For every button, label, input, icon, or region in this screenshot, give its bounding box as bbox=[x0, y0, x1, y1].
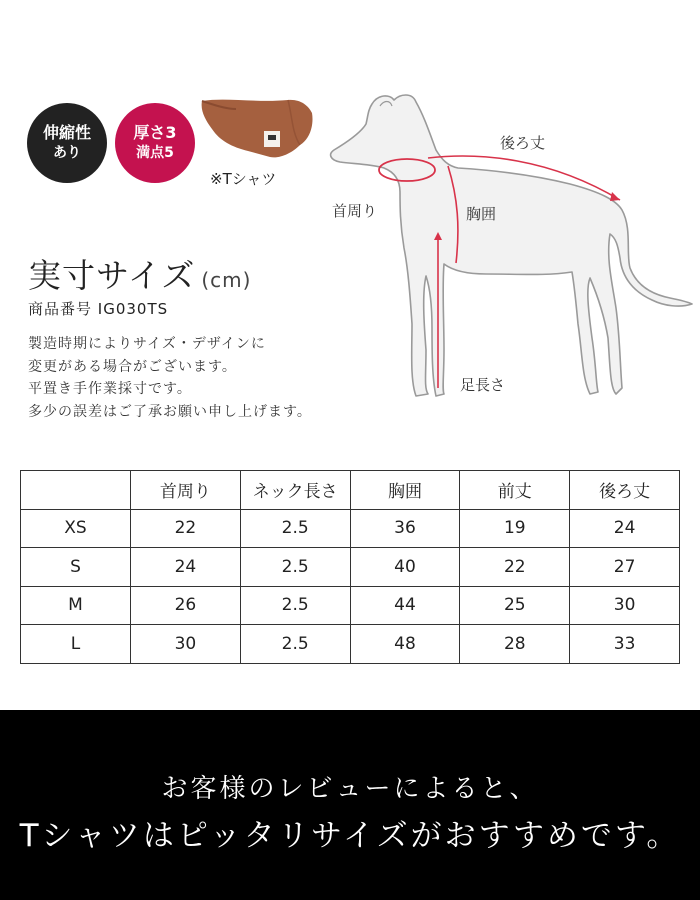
table-cell: 44 bbox=[350, 586, 460, 625]
table-cell: 22 bbox=[131, 509, 241, 548]
table-cell: 40 bbox=[350, 548, 460, 587]
table-cell: 27 bbox=[570, 548, 680, 587]
note-line: 変更がある場合がございます。 bbox=[28, 358, 237, 375]
table-header-cell: 後ろ丈 bbox=[570, 471, 680, 510]
table-cell: 25 bbox=[460, 586, 570, 625]
table-cell: L bbox=[21, 625, 131, 664]
table-row bbox=[21, 586, 680, 625]
banner-line2: Tシャツはピッタリサイズがおすすめです。 bbox=[19, 818, 681, 854]
table-cell: M bbox=[21, 586, 131, 625]
size-table bbox=[20, 470, 680, 664]
page-title-text: 実寸サイズ bbox=[28, 256, 196, 295]
tshirt-caption: ※Tシャツ bbox=[210, 170, 277, 188]
table-cell: 33 bbox=[570, 625, 680, 664]
table-header-row bbox=[21, 471, 680, 510]
thickness-badge-line2: 満点5 bbox=[136, 145, 174, 161]
stretch-badge-line2: あり bbox=[53, 145, 81, 161]
thickness-badge-line1: 厚さ3 bbox=[133, 123, 177, 142]
table-cell: 2.5 bbox=[240, 625, 350, 664]
table-cell: XS bbox=[21, 509, 131, 548]
table-cell: 2.5 bbox=[240, 586, 350, 625]
title-unit: (cm) bbox=[201, 268, 252, 292]
table-cell: 2.5 bbox=[240, 509, 350, 548]
notes bbox=[28, 333, 312, 423]
note-line: 平置き手作業採寸です。 bbox=[28, 381, 192, 397]
banner-line1: お客様のレビューによると、 bbox=[161, 774, 539, 804]
table-cell: 22 bbox=[460, 548, 570, 587]
back-length-label: 後ろ丈 bbox=[500, 134, 546, 152]
stretch-badge-line1: 伸縮性 bbox=[42, 123, 91, 142]
table-cell: 19 bbox=[460, 509, 570, 548]
table-header-cell: 胸囲 bbox=[350, 471, 460, 510]
product-number: 商品番号 IG030TS bbox=[28, 300, 169, 318]
thickness-badge bbox=[115, 103, 195, 183]
dog-diagram bbox=[320, 88, 700, 418]
table-cell: 30 bbox=[131, 625, 241, 664]
table-header-cell: ネック長さ bbox=[240, 471, 350, 510]
table-cell: 36 bbox=[350, 509, 460, 548]
tshirt-image bbox=[196, 95, 316, 170]
table-header-cell: 前丈 bbox=[460, 471, 570, 510]
neck-label: 首周り bbox=[332, 202, 378, 220]
table-row bbox=[21, 548, 680, 587]
table-cell: 24 bbox=[570, 509, 680, 548]
table-cell: 26 bbox=[131, 586, 241, 625]
table-cell: 28 bbox=[460, 625, 570, 664]
table-header-cell: 首周り bbox=[131, 471, 241, 510]
table-cell: S bbox=[21, 548, 131, 587]
note-line: 多少の誤差はご了承お願い申し上げます。 bbox=[28, 403, 312, 420]
page-title bbox=[28, 250, 251, 297]
table-cell: 48 bbox=[350, 625, 460, 664]
note-line: 製造時期によりサイズ・デザインに bbox=[28, 336, 266, 352]
table-header-cell bbox=[21, 471, 131, 510]
table-row bbox=[21, 509, 680, 548]
table-cell: 24 bbox=[131, 548, 241, 587]
table-row bbox=[21, 625, 680, 664]
table-cell: 30 bbox=[570, 586, 680, 625]
chest-label: 胸囲 bbox=[466, 205, 497, 223]
leg-length-label: 足長さ bbox=[460, 376, 506, 394]
table-cell: 2.5 bbox=[240, 548, 350, 587]
stretch-badge bbox=[27, 103, 107, 183]
review-banner bbox=[0, 710, 700, 900]
